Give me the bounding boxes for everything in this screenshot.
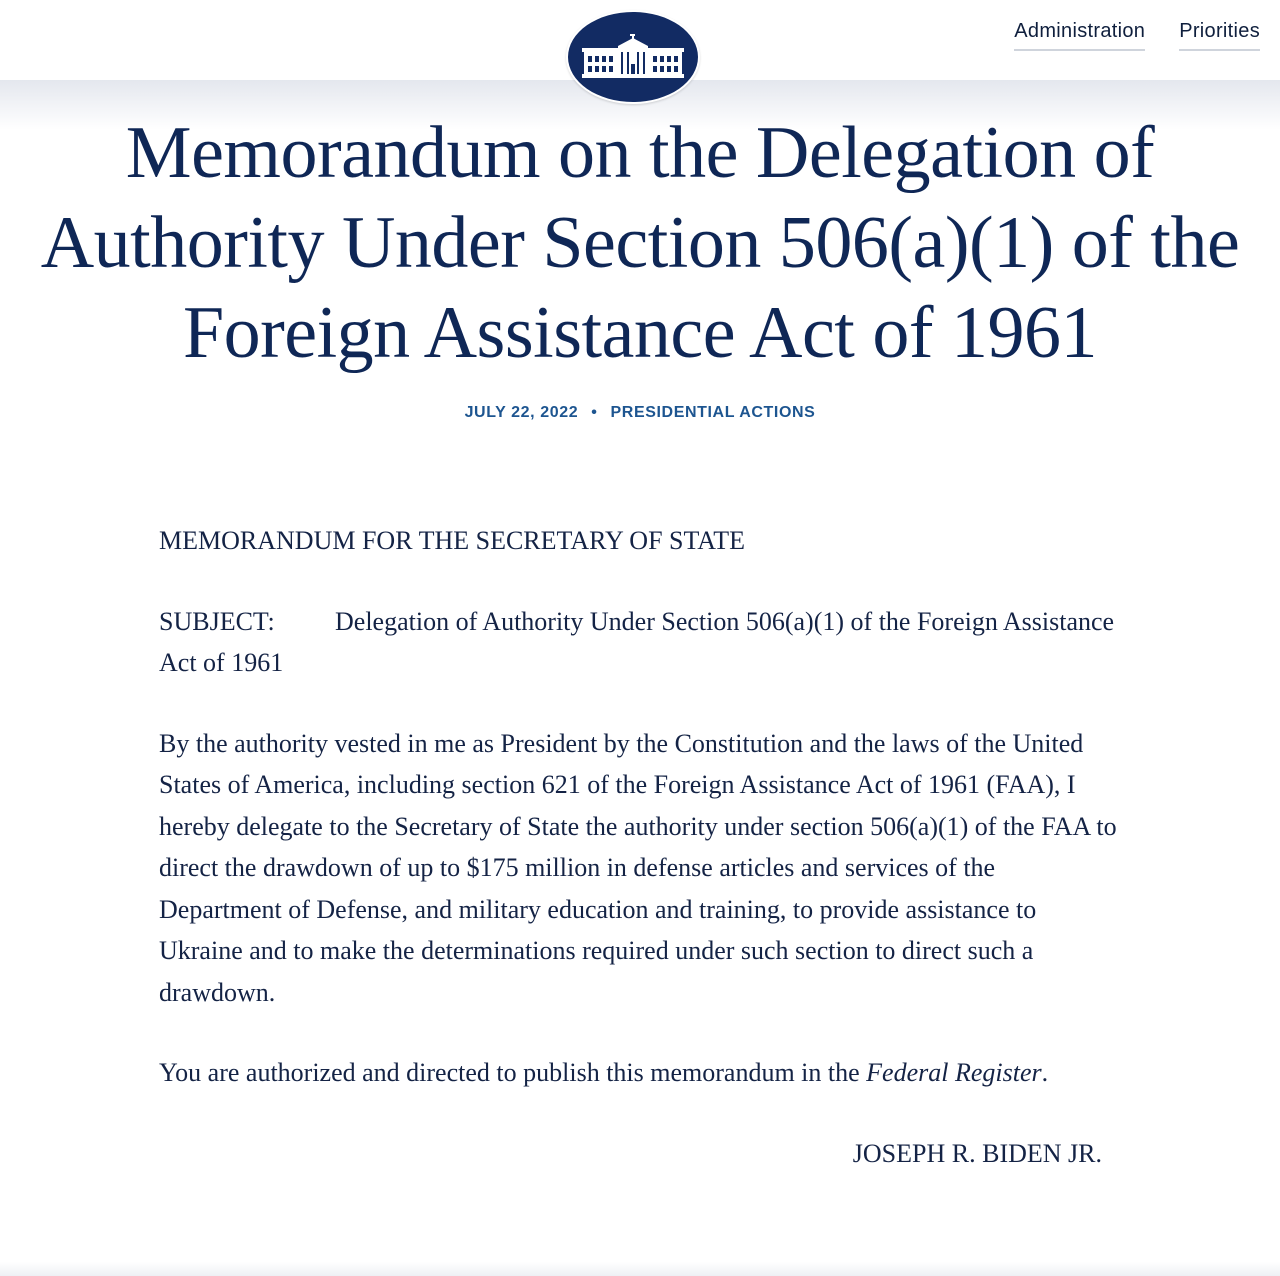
paragraph-delegation: By the authority vested in me as President by the Constitution and the laws of the United States of America, including section 621 of the Foreign Assistance Act of 1961 (FAA), I hereby delegate to the Secretary of State the authority under section 506(a)(1) of the FAA to direct the drawdown of up to $175 million in defense articles and services of the Department of Defense, and military education and training, to provide assistance to Ukraine and to make the determinations required under such section to direct such a drawdown. (159, 728, 1117, 1007)
article-meta (0, 404, 1280, 422)
article-date[interactable]: JULY 22, 2022 (464, 404, 579, 421)
page-title: Memorandum on the Delegation of Authority Under Section 506(a)(1) of the Foreign Assistance Act of 1961 (40, 112, 1240, 374)
subject-line (159, 601, 1119, 684)
article-category-link[interactable]: PRESIDENTIAL ACTIONS (610, 404, 816, 421)
article-body (159, 520, 1119, 1213)
meta-separator: • (591, 404, 598, 421)
white-house-building-icon (582, 34, 684, 80)
federal-register: Federal Register (866, 1058, 1042, 1087)
nav-administration[interactable]: Administration (1014, 20, 1145, 51)
main-nav (1014, 20, 1260, 51)
publish-end: . (1041, 1058, 1049, 1087)
white-house-logo-icon[interactable] (566, 10, 700, 104)
subject-label: SUBJECT: (159, 606, 275, 636)
subject-text: Delegation of Authority Under Section 506(a)(1) of the Foreign Assistance Act of 1961 (159, 606, 1115, 677)
footer-shadow (0, 1262, 1280, 1276)
addressee: MEMORANDUM FOR THE SECRETARY OF STATE (159, 526, 745, 555)
signature: JOSEPH R. BIDEN JR. (852, 1138, 1102, 1168)
publish-text: You are authorized and directed to publish this memorandum in the (159, 1058, 867, 1087)
nav-priorities[interactable]: Priorities (1179, 20, 1260, 51)
paragraph-publish (159, 1052, 1119, 1094)
